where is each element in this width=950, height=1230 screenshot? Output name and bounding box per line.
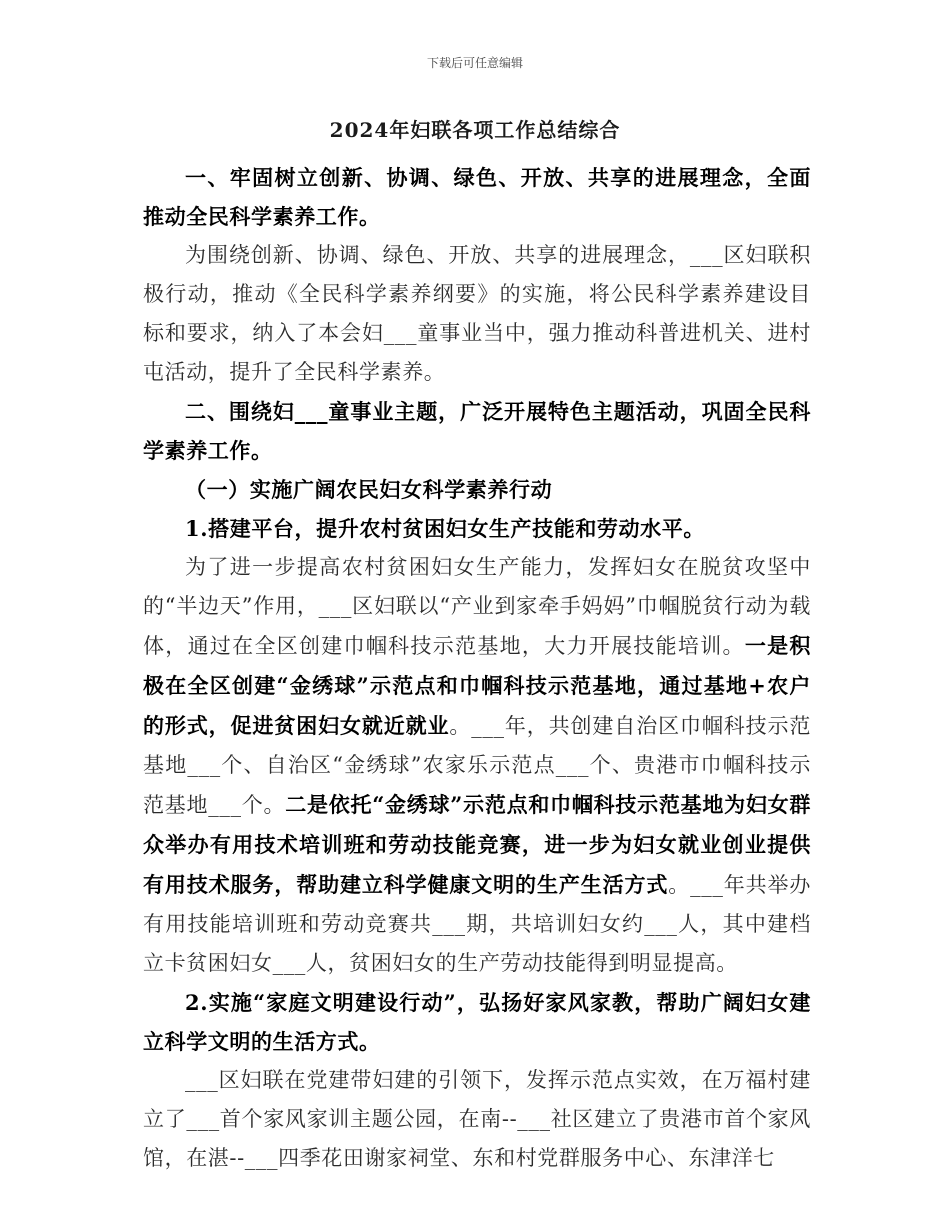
document-body [143,158,811,1178]
paragraph-2-bold-b: 一是积极在全区创建“金绣球”示范点和巾帼科技示范基地，通过基地+农户的形式，促进贫困妇女就近就业 [143,633,811,738]
item-heading-2: 2.实施“家庭文明建设行动”，弘扬好家风家教，帮助广阔妇女建立科学文明的生活方式。 [143,990,811,1054]
paragraph-2-part-c: 。___年，共创建自治区巾帼科技示范基地___个、自治区“金绣球”农家乐示范点___个、贵港市巾帼科技示范基地___个。 [143,714,811,817]
item-heading-1: 1.搭建平台，提升农村贫困妇女生产技能和劳动水平。 [185,516,705,541]
header-note: 下载后可任意编辑 [426,56,523,70]
paragraph-1: 为围绕创新、协调、绿色、开放、共享的进展理念，___区妇联积极行动，推动《全民科学素养纲要》的实施，将公民科学素养建设目标和要求，纳入了本会妇___童事业当中，强力推动科普进机关、进村屯活动，提升了全民科学素养。 [143,243,811,384]
subsection-heading-1: （一）实施广阔农民妇女科学素养行动 [185,477,553,502]
paragraph-3: ___区妇联在党建带妇建的引领下，发挥示范点实效，在万福村建立了___首个家风家训主题公园，在南--___社区建立了贵港市首个家风馆，在湛--___四季花田谢家祠堂、东和村党群服务中心、东津洋七 [143,1068,811,1170]
section-heading-1: 一、牢固树立创新、协调、绿色、开放、共享的进展理念，全面推动全民科学素养工作。 [143,165,811,229]
paragraph-2 [143,548,811,983]
document-title: 2024年妇联各项工作总结综合 [329,118,621,142]
paragraph-2-part-e: 。___年共举办有用技能培训班和劳动竞赛共___期，共培训妇女约___人，其中建档立卡贫困妇女___人，贫困妇女的生产劳动技能得到明显提高。 [143,873,811,975]
paragraph-2-bold-d: 二是依托“金绣球”示范点和巾帼科技示范基地为妇女群众举办有用技术培训班和劳动技能竞赛，进一步为妇女就业创业提供有用技术服务，帮助建立科学健康文明的生产生活方式 [143,792,811,897]
section-heading-2: 二、围绕妇___童事业主题，广泛开展特色主题活动，巩固全民科学素养工作。 [143,399,811,463]
paragraph-2-part-a: 为了进一步提高农村贫困妇女生产能力，发挥妇女在脱贫攻坚中的“半边天”作用，___区妇联以“产业到家牵手妈妈”巾帼脱贫行动为载体，通过在全区创建巾帼科技示范基地，大力开展技能培训。 [143,555,811,658]
